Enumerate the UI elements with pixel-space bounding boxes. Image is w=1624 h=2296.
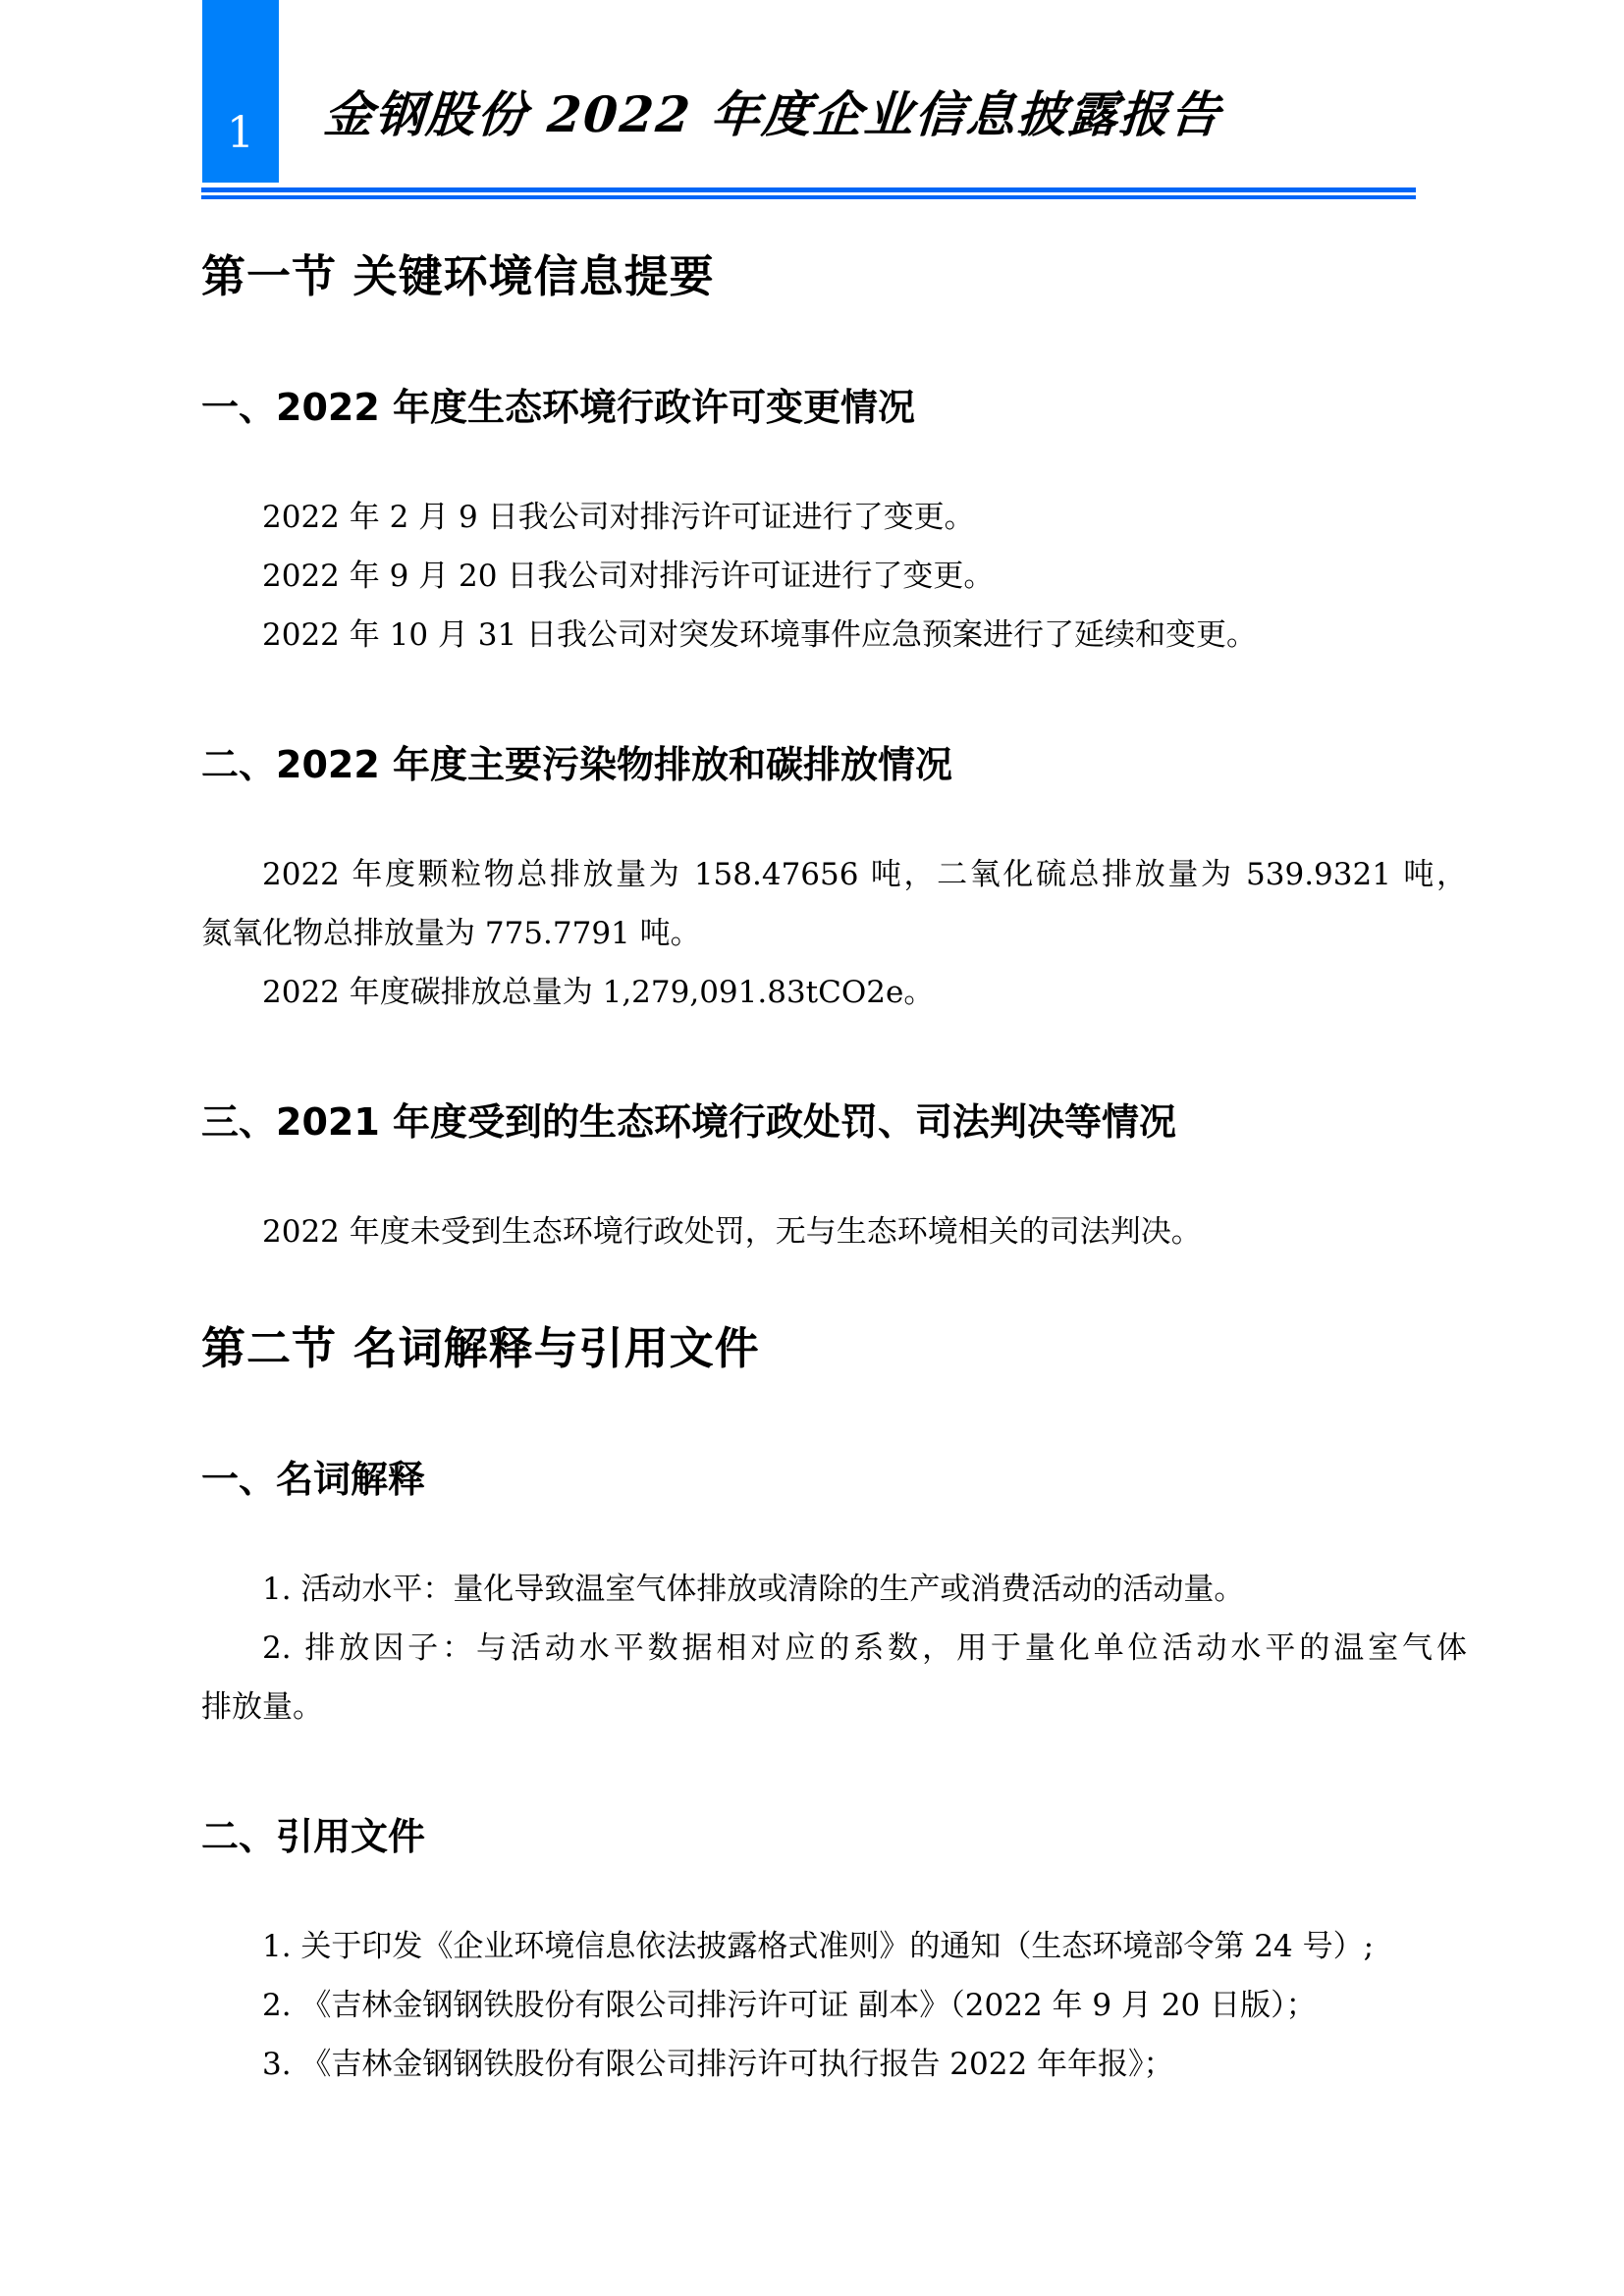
paragraph-continuation: 氮氧化物总排放量为 775.7791 吨。 [201, 916, 701, 951]
section-1-1-heading: 一、2022 年度生态环境行政许可变更情况 [201, 386, 915, 429]
report-header-title: 金钢股份 2022 年度企业信息披露报告 [321, 85, 1224, 143]
paragraph: 2022 年 9 月 20 日我公司对排污许可证进行了变更。 [262, 559, 995, 594]
list-item-continuation: 排放量。 [201, 1689, 323, 1725]
section-1-3-heading: 三、2021 年度受到的生态环境行政处罚、司法判决等情况 [201, 1100, 1176, 1144]
section-2-1-heading: 一、名词解释 [201, 1458, 426, 1501]
list-item: 2. 《吉林金钢钢铁股份有限公司排污许可证 副本》（2022 年 9 月 20 日版）； [262, 1988, 1317, 2023]
paragraph: 2022 年 10 月 31 日我公司对突发环境事件应急预案进行了延续和变更。 [262, 617, 1258, 653]
section-2-2-heading: 二、引用文件 [201, 1815, 426, 1858]
section-1-2-heading: 二、2022 年度主要污染物排放和碳排放情况 [201, 743, 952, 786]
paragraph: 2022 年度未受到生态环境行政处罚，无与生态环境相关的司法判决。 [262, 1214, 1202, 1250]
section-1-3-body [201, 1202, 1467, 1261]
list-item: 1. 关于印发《企业环境信息依法披露格式准则》的通知（生态环境部令第 24 号）; [262, 1929, 1375, 1964]
paragraph: 2022 年 2 月 9 日我公司对排污许可证进行了变更。 [262, 500, 975, 535]
section-1-2-body [201, 845, 1467, 1022]
list-item: 2. 排放因子：与活动水平数据相对应的系数，用于量化单位活动水平的温室气体 [262, 1630, 1467, 1666]
paragraph: 2022 年度碳排放总量为 1,279,091.83tCO2e。 [262, 975, 935, 1010]
page-number: 1 [227, 108, 254, 158]
list-item: 1. 活动水平：量化导致温室气体排放或清除的生产或消费活动的活动量。 [262, 1572, 1245, 1607]
paragraph: 2022 年度颗粒物总排放量为 158.47656 吨，二氧化硫总排放量为 539.9321 吨， [262, 857, 1467, 892]
section-1-title: 第一节 关键环境信息提要 [201, 250, 715, 302]
section-2-title: 第二节 名词解释与引用文件 [201, 1322, 760, 1374]
page-number-bar [202, 0, 279, 183]
document-content [0, 199, 1624, 2094]
header-double-rule [201, 187, 1416, 199]
section-1-1-body [201, 488, 1467, 665]
section-2-2-body [201, 1917, 1467, 2094]
list-item: 3. 《吉林金钢钢铁股份有限公司排污许可执行报告 2022 年年报》； [262, 2047, 1174, 2082]
section-2-1-body [201, 1560, 1467, 1736]
